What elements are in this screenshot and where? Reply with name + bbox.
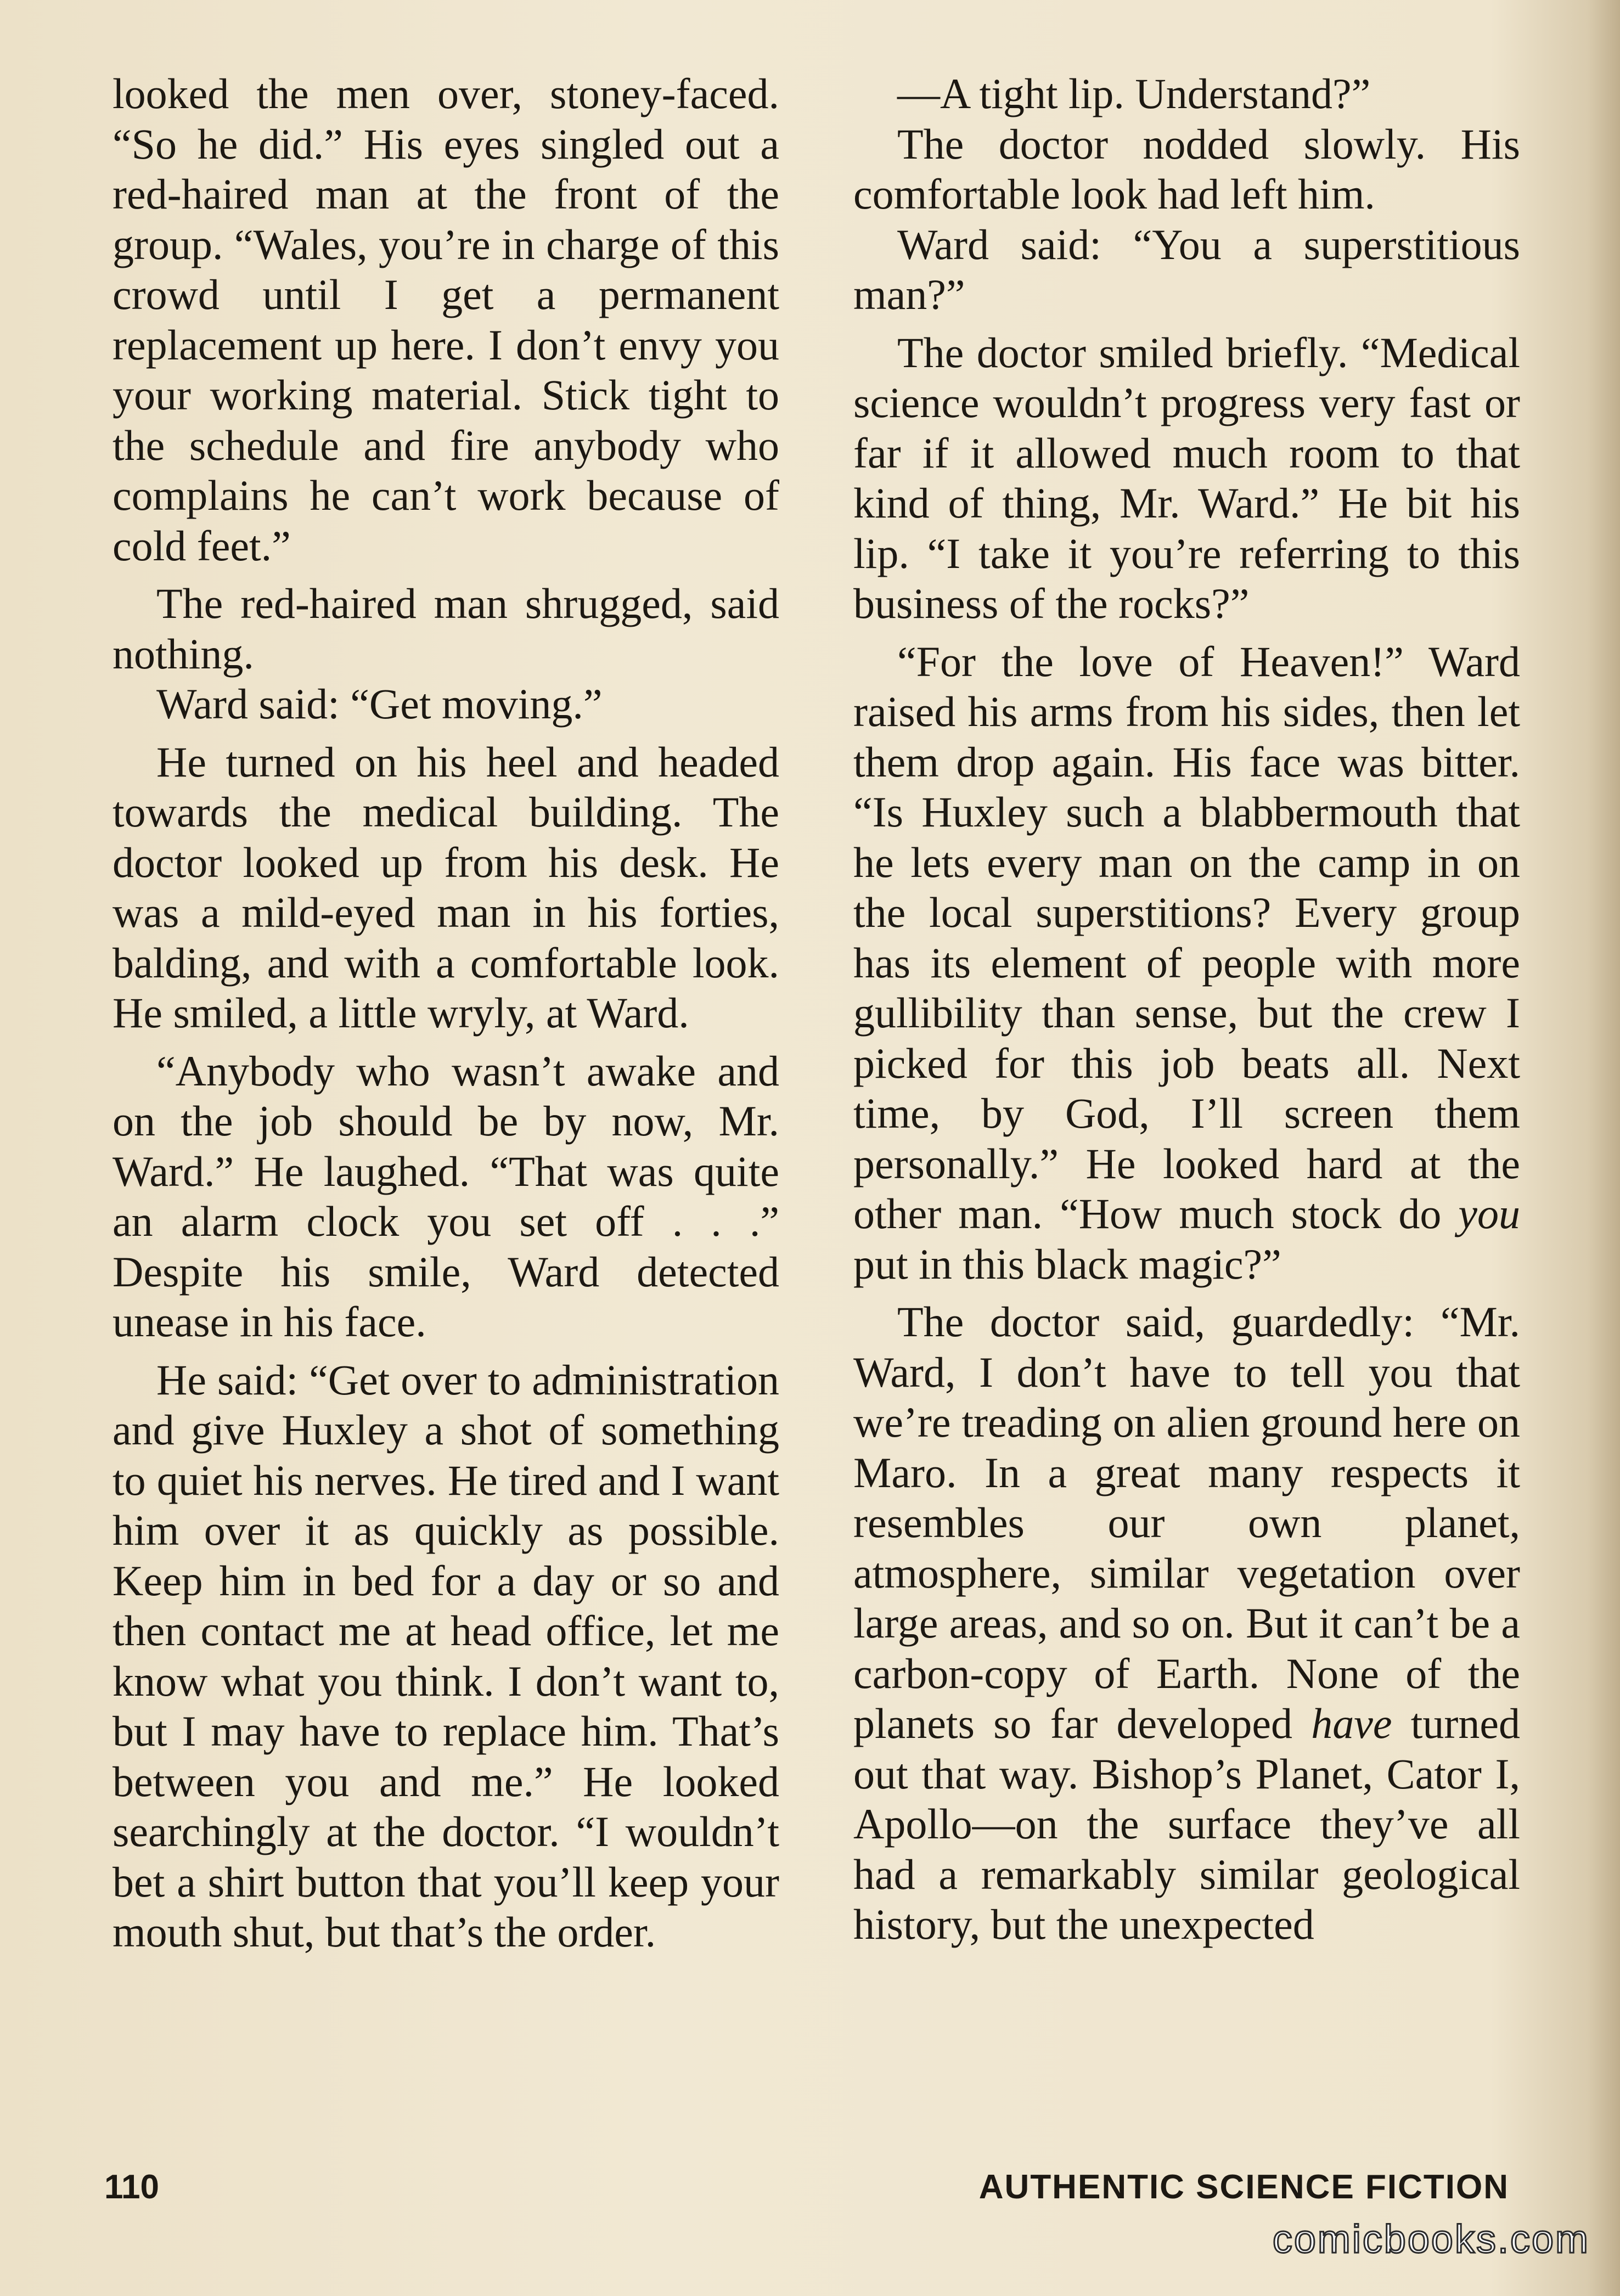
right-text-column [853, 69, 1520, 2132]
text-run: “For the love of Heaven!” Ward raised his arms from his sides, then let them drop again. His face was bitter. “Is Huxley such a blabbermouth that he lets every man on the camp in on the local superstitions? Every group has its element of people with more gullibility than sense, but the crew I picked for this job beats all. Next time, by God, I’ll screen them personally.” He looked hard at the other man. “How much stock do [853, 637, 1520, 1237]
text-run: turned out that way. Bishop’s Planet, Cator I, Apollo—on the surface they’ve all had a remarkably similar geological history, but the unexpected [853, 1700, 1520, 1948]
paragraph [853, 1297, 1520, 1950]
paragraph: He said: “Get over to administration and give Huxley a shot of something to quiet his nerves. He tired and I want him over it as quickly as possible. Keep him in bed for a day or so and then contact me at head office, let me know what you think. I don’t want to, but I may have to replace him. That’s between you and me.” He looked searchingly at the doctor. “I wouldn’t bet a shirt button that you’ll keep your mouth shut, but that’s the order. [113, 1355, 779, 1956]
magazine-title: AUTHENTIC SCIENCE FICTION [978, 2168, 1509, 2206]
text-run: The doctor said, guardedly: “Mr. Ward, I don’t have to tell you that we’re treading on alien ground here on Maro. In a great many respects it resembles our own planet, atmosphere, similar vegetation over large areas, and so on. But it can’t be a carbon-copy of Earth. None of the planets so far developed [853, 1298, 1520, 1747]
emphasis: have [1311, 1700, 1392, 1747]
paragraph: looked the men over, stoney-faced. “So he did.” His eyes singled out a red-haired man at the front of the group. “Wales, you’re in charge of this crowd until I get a permanent replacement up here. I don’t envy you your working material. Stick tight to the schedule and fire anybody who complains he can’t work because of cold feet.” [113, 70, 779, 570]
page-number: 110 [104, 2168, 160, 2206]
paragraph: The red-haired man shrugged, said nothing. [113, 579, 779, 678]
watermark: comicbooks.com [1272, 2218, 1590, 2261]
left-text-column [113, 69, 779, 2132]
paragraph: —A tight lip. Understand?” [897, 70, 1371, 117]
emphasis: you [1458, 1190, 1520, 1237]
paragraph: He turned on his heel and headed towards the medical building. The doctor looked up from his desk. He was a mild-eyed man in his forties, balding, and with a comfortable look. He smiled, a little wryly, at Ward. [113, 738, 779, 1037]
paragraph: The doctor smiled briefly. “Medical science wouldn’t progress very fast or far if it allowed much room to that kind of thing, Mr. Ward.” He bit his lip. “I take it you’re referring to this business of the rocks?” [853, 328, 1520, 627]
page-footer [104, 2168, 1509, 2211]
paragraph: “Anybody who wasn’t awake and on the job should be by now, Mr. Ward.” He laughed. “That was quite an alarm clock you set off . . .” Despite his smile, Ward detected unease in his face. [113, 1046, 779, 1346]
paragraph [853, 637, 1520, 1290]
text-run: put in this black magic?” [853, 1240, 1281, 1288]
paragraph: Ward said: “You a superstitious man?” [853, 220, 1520, 318]
paragraph: The doctor nodded slowly. His comfortable look had left him. [853, 120, 1520, 218]
paragraph: Ward said: “Get moving.” [156, 680, 603, 728]
